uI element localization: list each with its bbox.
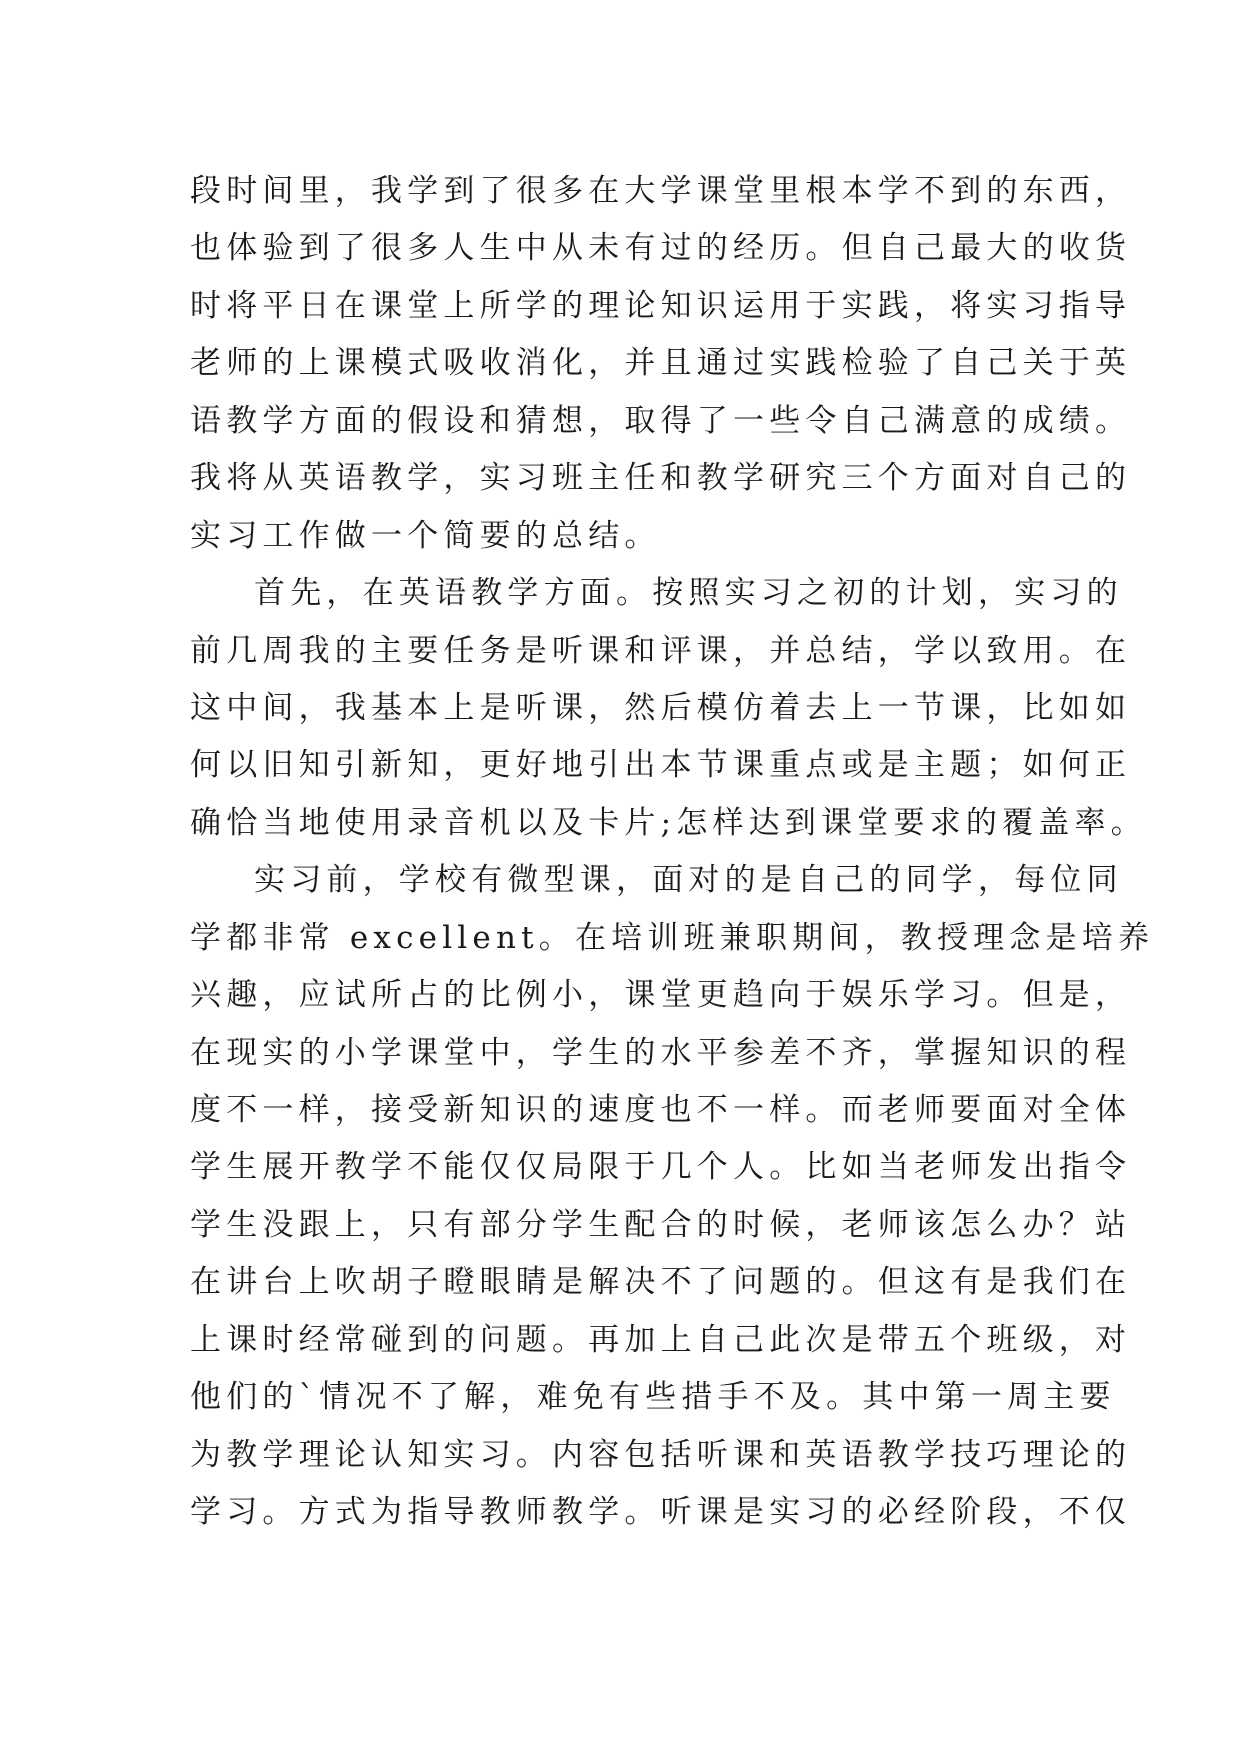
text-line: 实习工作做一个简要的总结。 (190, 517, 661, 554)
text-line: 老师的上课模式吸收消化，并且通过实践检验了自己关于英 (190, 345, 1132, 382)
body-text (190, 163, 1155, 1542)
text-line: 学习。方式为指导教师教学。听课是实习的必经阶段，不仅 (190, 1494, 1132, 1531)
text-line: 时将平日在课堂上所学的理论知识运用于实践，将实习指导 (190, 287, 1132, 324)
text-line: 确恰当地使用录音机以及卡片;怎样达到课堂要求的覆盖率。 (190, 804, 1147, 841)
text-line: 这中间，我基本上是听课，然后模仿着去上一节课，比如如 (190, 689, 1132, 726)
text-line: 上课时经常碰到的问题。再加上自己此次是带五个班级，对 (190, 1321, 1132, 1358)
paragraph-first-line: 首先，在英语教学方面。按照实习之初的计划，实习的 (254, 575, 1123, 612)
text-line: 何以旧知引新知，更好地引出本节课重点或是主题；如何正 (190, 747, 1132, 784)
text-line: 我将从英语教学，实习班主任和教学研究三个方面对自己的 (190, 460, 1132, 497)
text-line: 学生没跟上，只有部分学生配合的时候，老师该怎么办？站 (190, 1206, 1132, 1243)
text-line: 段时间里，我学到了很多在大学课堂里根本学不到的东西， (190, 173, 1132, 209)
text-line: 在讲台上吹胡子瞪眼睛是解决不了问题的。但这有是我们在 (190, 1264, 1132, 1301)
text-line: 学生展开教学不能仅仅局限于几个人。比如当老师发出指令 (190, 1149, 1132, 1186)
text-line: 度不一样，接受新知识的速度也不一样。而老师要面对全体 (190, 1092, 1132, 1128)
text-line: 语教学方面的假设和猜想，取得了一些令自己满意的成绩。 (190, 402, 1132, 439)
paragraph-first-line: 实习前，学校有微型课，面对的是自己的同学，每位同 (254, 862, 1123, 899)
text-line: 前几周我的主要任务是听课和评课，并总结，学以致用。在 (190, 632, 1132, 669)
text-line: 兴趣，应试所占的比例小，课堂更趋向于娱乐学习。但是， (190, 977, 1132, 1014)
text-line: 他们的`情况不了解，难免有些措手不及。其中第一周主要 (190, 1379, 1116, 1416)
text-line: 在现实的小学课堂中，学生的水平参差不齐，掌握知识的程 (190, 1034, 1132, 1071)
text-line: 也体验到了很多人生中从未有过的经历。但自己最大的收货 (190, 230, 1132, 267)
text-line: 为教学理论认知实习。内容包括听课和英语教学技巧理论的 (190, 1436, 1132, 1473)
text-line: 学都非常 excellent。在培训班兼职期间，教授理念是培养 (190, 919, 1155, 956)
